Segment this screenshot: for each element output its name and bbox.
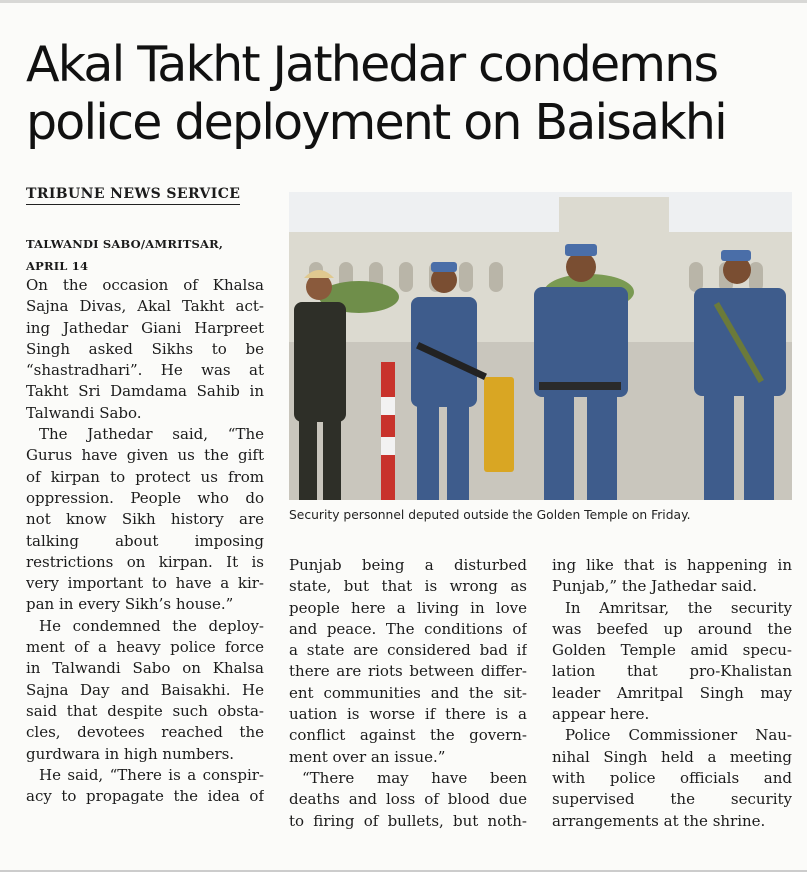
article-text-line: lation that pro-Khalistan	[552, 662, 792, 681]
dateline	[26, 233, 266, 277]
article-text-line: restrictions on kirpan. It is	[26, 552, 264, 571]
article-text-line: oppression. People who do	[26, 488, 264, 507]
article-text-line: On the occasion of Khalsa	[26, 276, 264, 294]
article-text-line: supervised the security	[552, 790, 792, 809]
article-text-line: The Jathedar said, “The	[39, 425, 264, 444]
article-text-line: Golden Temple amid specu-	[552, 641, 792, 660]
bollard-stripe	[381, 397, 395, 415]
article-column-3	[552, 555, 792, 832]
article-text-line: with police officials and	[552, 768, 792, 787]
article-text-line: “There may have been	[302, 768, 527, 787]
article-text-line: said that despite such obsta-	[26, 701, 264, 720]
headline-line-2: police deployment on Baisakhi	[26, 94, 726, 151]
article-text-line: ing Jathedar Giani Harpreet	[26, 318, 264, 337]
article-text-line: and peace. The conditions of	[289, 619, 527, 638]
article-text-line: ment of a heavy police force	[26, 638, 264, 657]
article-text-line: very important to have a kir-	[26, 574, 264, 593]
article-text-line: Punjab being a disturbed	[289, 556, 527, 574]
article-text-line: there are riots between differ-	[289, 662, 527, 681]
article-text-line: conflict against the govern-	[289, 726, 527, 745]
article-text-line: Gurus have given us the gift	[26, 446, 264, 465]
article-text-line: deaths and loss of blood due	[289, 790, 527, 809]
article-text-line: was beefed up around the	[552, 619, 792, 638]
article-text-line: Talwandi Sabo.	[26, 403, 142, 422]
article-text-line: In Amritsar, the security	[565, 598, 792, 617]
article-text-line: to firing of bullets, but noth-	[289, 811, 527, 830]
page-top-edge	[0, 0, 807, 3]
article-text-line: Takht Sri Damdama Sahib in	[26, 382, 264, 401]
dateline-date: APRIL 14	[26, 259, 89, 273]
article-text-line: gurdwara in high numbers.	[26, 744, 235, 763]
article-text-line: Sajna Divas, Akal Takht act-	[26, 297, 264, 316]
article-text-line: leader Amritpal Singh may	[552, 683, 792, 702]
photo-yellow-railing	[484, 377, 514, 472]
article-text-line: in Talwandi Sabo on Khalsa	[26, 659, 264, 678]
article-text-line: “shastradhari”. He was at	[26, 361, 264, 380]
article-text-line: Police Commissioner Nau-	[565, 726, 792, 745]
article-text-line: ing like that is happening in	[552, 556, 792, 574]
article-text-line: a state are considered bad if	[289, 641, 527, 660]
article-text-line: state, but that is wrong as	[289, 577, 527, 596]
news-service-byline: TRIBUNE NEWS SERVICE	[26, 186, 240, 205]
article-text-line: Punjab,” the Jathedar said.	[552, 577, 757, 596]
news-photo	[289, 192, 792, 500]
article-text-line: arrangements at the shrine.	[552, 811, 766, 830]
article-text-line: cles, devotees reached the	[26, 723, 264, 742]
article-text-line: pan in every Sikh’s house.”	[26, 595, 234, 614]
photo-caption: Security personnel deputed outside the Golden Temple on Friday.	[289, 508, 691, 522]
bollard-stripe	[381, 437, 395, 455]
headline-line-1: Akal Takht Jathedar condemns	[26, 36, 718, 93]
article-column-1	[26, 275, 264, 807]
dateline-place: TALWANDI SABO/AMRITSAR,	[26, 237, 224, 251]
photo-bollard	[381, 362, 395, 500]
article-text-line: ent communities and the sit-	[289, 683, 527, 702]
article-text-line: Sajna Day and Baisakhi. He	[26, 680, 264, 699]
article-text-line: not know Sikh history are	[26, 510, 264, 529]
article-text-line: ment over an issue.”	[289, 747, 446, 766]
article-text-line: He condemned the deploy-	[39, 616, 264, 635]
headline	[26, 36, 796, 152]
article-text-line: uation is worse if there is a	[289, 705, 527, 724]
article-text-line: appear here.	[552, 705, 650, 724]
article-text-line: talking about imposing	[26, 531, 264, 550]
security-personnel-photo	[289, 192, 792, 500]
article-text-line: acy to propagate the idea of	[26, 787, 264, 806]
article-text-line: of kirpan to protect us from	[26, 467, 264, 486]
article-text-line: Singh asked Sikhs to be	[26, 339, 264, 358]
article-text-line: nihal Singh held a meeting	[552, 747, 792, 766]
article-text-line: He said, “There is a conspir-	[39, 765, 264, 784]
article-text-line: people here a living in love	[289, 598, 527, 617]
article-column-2	[289, 555, 527, 832]
